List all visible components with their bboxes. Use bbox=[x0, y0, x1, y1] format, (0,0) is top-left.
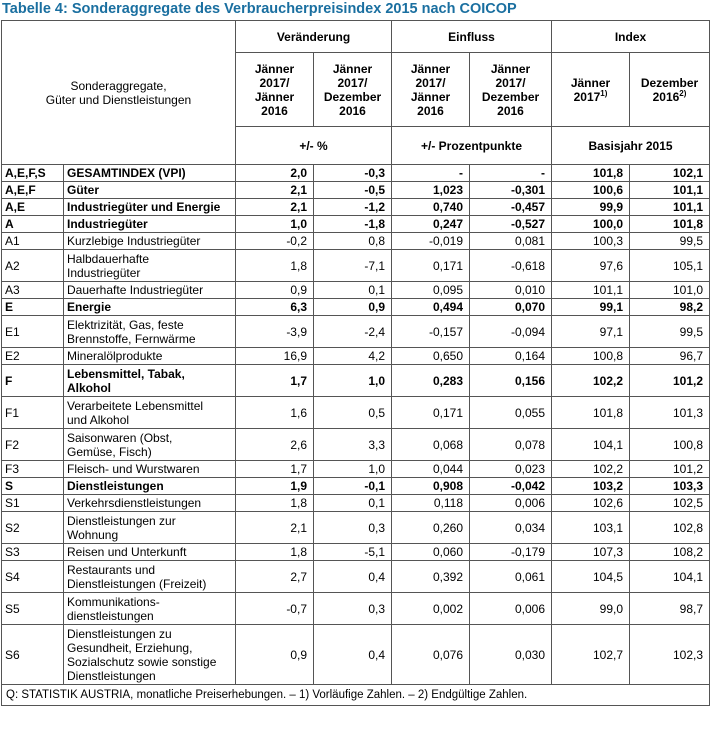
cell-e1: 0,068 bbox=[392, 429, 470, 461]
row-label: GESAMTINDEX (VPI) bbox=[64, 165, 236, 182]
row-code: F1 bbox=[2, 397, 64, 429]
cell-v1: 1,7 bbox=[236, 461, 314, 478]
row-code: S bbox=[2, 478, 64, 495]
data-table bbox=[1, 20, 710, 706]
table-row bbox=[2, 233, 710, 250]
subhead-e2: Jänner 2017/ Dezember 2016 bbox=[470, 53, 552, 127]
cell-v1: 2,1 bbox=[236, 182, 314, 199]
cell-e2: -0,527 bbox=[470, 216, 552, 233]
cell-e2: 0,156 bbox=[470, 365, 552, 397]
subhead-i2-sup: 2) bbox=[679, 88, 687, 98]
table-row bbox=[2, 250, 710, 282]
cell-i1: 99,1 bbox=[552, 299, 630, 316]
cell-e1: 0,283 bbox=[392, 365, 470, 397]
subhead-i1 bbox=[552, 53, 630, 127]
cell-v2: -0,1 bbox=[314, 478, 392, 495]
row-code: A3 bbox=[2, 282, 64, 299]
cell-i1: 103,2 bbox=[552, 478, 630, 495]
table-body bbox=[2, 165, 710, 685]
cell-i1: 99,9 bbox=[552, 199, 630, 216]
group-header-veraenderung: Veränderung bbox=[236, 21, 392, 53]
cell-v2: -1,8 bbox=[314, 216, 392, 233]
cell-i1: 101,8 bbox=[552, 397, 630, 429]
unit-einfluss: +/- Prozentpunkte bbox=[392, 127, 552, 165]
row-label: Saisonwaren (Obst, Gemüse, Fisch) bbox=[64, 429, 236, 461]
cell-v1: -3,9 bbox=[236, 316, 314, 348]
cell-i1: 97,1 bbox=[552, 316, 630, 348]
row-label: Mineralölprodukte bbox=[64, 348, 236, 365]
row-code: F3 bbox=[2, 461, 64, 478]
cell-e1: 0,076 bbox=[392, 625, 470, 685]
cell-v1: 1,0 bbox=[236, 216, 314, 233]
row-code: A bbox=[2, 216, 64, 233]
cell-v1: 0,9 bbox=[236, 282, 314, 299]
cell-i1: 100,3 bbox=[552, 233, 630, 250]
row-label: Energie bbox=[64, 299, 236, 316]
cell-v2: -0,5 bbox=[314, 182, 392, 199]
cell-i2: 102,3 bbox=[630, 625, 710, 685]
cell-i2: 101,1 bbox=[630, 182, 710, 199]
row-label: Dauerhafte Industriegüter bbox=[64, 282, 236, 299]
cell-i2: 102,5 bbox=[630, 495, 710, 512]
cell-e2: 0,164 bbox=[470, 348, 552, 365]
cell-e1: 0,095 bbox=[392, 282, 470, 299]
cell-e1: 0,002 bbox=[392, 593, 470, 625]
cell-i2: 104,1 bbox=[630, 561, 710, 593]
cell-e2: -0,618 bbox=[470, 250, 552, 282]
subhead-e1: Jänner 2017/ Jänner 2016 bbox=[392, 53, 470, 127]
cell-v1: 1,6 bbox=[236, 397, 314, 429]
row-code: E1 bbox=[2, 316, 64, 348]
cell-e2: 0,034 bbox=[470, 512, 552, 544]
row-code: S5 bbox=[2, 593, 64, 625]
row-label: Kurzlebige Industriegüter bbox=[64, 233, 236, 250]
table-row bbox=[2, 182, 710, 199]
cell-v1: 2,0 bbox=[236, 165, 314, 182]
table-row bbox=[2, 561, 710, 593]
row-code: F2 bbox=[2, 429, 64, 461]
cell-i1: 102,2 bbox=[552, 365, 630, 397]
cell-i1: 97,6 bbox=[552, 250, 630, 282]
cell-v2: -0,3 bbox=[314, 165, 392, 182]
row-code: S6 bbox=[2, 625, 64, 685]
cell-v2: 0,5 bbox=[314, 397, 392, 429]
unit-index: Basisjahr 2015 bbox=[552, 127, 710, 165]
cell-e2: 0,061 bbox=[470, 561, 552, 593]
cell-v1: 1,7 bbox=[236, 365, 314, 397]
cell-v1: 1,8 bbox=[236, 544, 314, 561]
table-row bbox=[2, 397, 710, 429]
cell-i1: 99,0 bbox=[552, 593, 630, 625]
cell-e2: -0,301 bbox=[470, 182, 552, 199]
cell-e2: 0,006 bbox=[470, 593, 552, 625]
cell-i1: 103,1 bbox=[552, 512, 630, 544]
row-code: E bbox=[2, 299, 64, 316]
cell-e1: 0,260 bbox=[392, 512, 470, 544]
cell-i2: 103,3 bbox=[630, 478, 710, 495]
cell-v2: 1,0 bbox=[314, 365, 392, 397]
footnote: Q: STATISTIK AUSTRIA, monatliche Preiserhebungen. – 1) Vorläufige Zahlen. – 2) Endgültige Zahlen. bbox=[2, 685, 710, 706]
table-row bbox=[2, 316, 710, 348]
cell-v1: 16,9 bbox=[236, 348, 314, 365]
cell-e1: 0,740 bbox=[392, 199, 470, 216]
row-label: Güter bbox=[64, 182, 236, 199]
row-code: S2 bbox=[2, 512, 64, 544]
cell-v1: 1,8 bbox=[236, 250, 314, 282]
cell-e1: 1,023 bbox=[392, 182, 470, 199]
row-code: A2 bbox=[2, 250, 64, 282]
cell-v2: 0,8 bbox=[314, 233, 392, 250]
table-row bbox=[2, 593, 710, 625]
cell-e1: 0,494 bbox=[392, 299, 470, 316]
row-label: Verarbeitete Lebensmittel und Alkohol bbox=[64, 397, 236, 429]
table-row bbox=[2, 512, 710, 544]
cell-e1: 0,650 bbox=[392, 348, 470, 365]
cell-i2: 99,5 bbox=[630, 316, 710, 348]
cell-i1: 100,6 bbox=[552, 182, 630, 199]
table-row bbox=[2, 365, 710, 397]
table-row bbox=[2, 625, 710, 685]
cell-v2: 0,1 bbox=[314, 282, 392, 299]
cell-e2: 0,078 bbox=[470, 429, 552, 461]
cell-i2: 101,0 bbox=[630, 282, 710, 299]
cell-v2: 0,4 bbox=[314, 561, 392, 593]
cell-i2: 99,5 bbox=[630, 233, 710, 250]
cell-i1: 101,1 bbox=[552, 282, 630, 299]
cell-i1: 102,7 bbox=[552, 625, 630, 685]
cell-v2: -2,4 bbox=[314, 316, 392, 348]
row-code: A,E,F,S bbox=[2, 165, 64, 182]
cell-v1: -0,7 bbox=[236, 593, 314, 625]
cell-v2: 4,2 bbox=[314, 348, 392, 365]
row-label: Elektrizität, Gas, feste Brennstoffe, Fernwärme bbox=[64, 316, 236, 348]
cell-e2: -0,179 bbox=[470, 544, 552, 561]
table-row bbox=[2, 299, 710, 316]
subhead-i2-text: Dezember 2016 bbox=[640, 75, 699, 104]
table-row bbox=[2, 495, 710, 512]
subhead-v1: Jänner 2017/ Jänner 2016 bbox=[236, 53, 314, 127]
cell-i1: 102,6 bbox=[552, 495, 630, 512]
row-label: Dienstleistungen zur Wohnung bbox=[64, 512, 236, 544]
row-code: S1 bbox=[2, 495, 64, 512]
row-code: A1 bbox=[2, 233, 64, 250]
subhead-i1-sup: 1) bbox=[600, 88, 608, 98]
cell-i1: 104,5 bbox=[552, 561, 630, 593]
row-code: S3 bbox=[2, 544, 64, 561]
cell-e1: 0,044 bbox=[392, 461, 470, 478]
row-code: F bbox=[2, 365, 64, 397]
row-label: Dienstleistungen zu Gesundheit, Erziehung, Sozialschutz sowie sonstige Dienstleistungen bbox=[64, 625, 236, 685]
cell-v2: 0,4 bbox=[314, 625, 392, 685]
cell-v2: -7,1 bbox=[314, 250, 392, 282]
cell-i2: 102,8 bbox=[630, 512, 710, 544]
cell-e2: -0,094 bbox=[470, 316, 552, 348]
cell-i2: 101,2 bbox=[630, 365, 710, 397]
table-row bbox=[2, 478, 710, 495]
cell-v2: 0,3 bbox=[314, 593, 392, 625]
row-code: A,E,F bbox=[2, 182, 64, 199]
cell-i2: 98,7 bbox=[630, 593, 710, 625]
row-label: Kommunikations- dienstleistungen bbox=[64, 593, 236, 625]
cell-i2: 105,1 bbox=[630, 250, 710, 282]
cell-e2: 0,010 bbox=[470, 282, 552, 299]
cell-i2: 102,1 bbox=[630, 165, 710, 182]
cell-v2: 3,3 bbox=[314, 429, 392, 461]
group-header-index: Index bbox=[552, 21, 710, 53]
cell-v2: 0,3 bbox=[314, 512, 392, 544]
row-label: Lebensmittel, Tabak, Alkohol bbox=[64, 365, 236, 397]
row-code: E2 bbox=[2, 348, 64, 365]
cell-i1: 107,3 bbox=[552, 544, 630, 561]
cell-v1: 2,1 bbox=[236, 199, 314, 216]
cell-e1: 0,908 bbox=[392, 478, 470, 495]
row-code: S4 bbox=[2, 561, 64, 593]
cell-i2: 100,8 bbox=[630, 429, 710, 461]
cell-i1: 100,0 bbox=[552, 216, 630, 233]
table-row bbox=[2, 544, 710, 561]
cell-e2: - bbox=[470, 165, 552, 182]
cell-i1: 104,1 bbox=[552, 429, 630, 461]
cell-i2: 101,2 bbox=[630, 461, 710, 478]
group-header-einfluss: Einfluss bbox=[392, 21, 552, 53]
cell-e2: 0,023 bbox=[470, 461, 552, 478]
cell-e2: -0,042 bbox=[470, 478, 552, 495]
cell-e1: - bbox=[392, 165, 470, 182]
unit-veraenderung: +/- % bbox=[236, 127, 392, 165]
row-label: Restaurants und Dienstleistungen (Freizeit) bbox=[64, 561, 236, 593]
cell-e1: 0,171 bbox=[392, 250, 470, 282]
cell-i2: 96,7 bbox=[630, 348, 710, 365]
cell-e1: 0,247 bbox=[392, 216, 470, 233]
cell-e2: 0,055 bbox=[470, 397, 552, 429]
cell-i2: 101,1 bbox=[630, 199, 710, 216]
cell-e2: 0,070 bbox=[470, 299, 552, 316]
cell-v1: 1,8 bbox=[236, 495, 314, 512]
table-row bbox=[2, 199, 710, 216]
row-label: Dienstleistungen bbox=[64, 478, 236, 495]
table-row bbox=[2, 348, 710, 365]
row-label: Fleisch- und Wurstwaren bbox=[64, 461, 236, 478]
table-row bbox=[2, 165, 710, 182]
cell-i2: 98,2 bbox=[630, 299, 710, 316]
table-row bbox=[2, 461, 710, 478]
cell-v1: 1,9 bbox=[236, 478, 314, 495]
cell-i2: 101,3 bbox=[630, 397, 710, 429]
row-label: Verkehrsdienstleistungen bbox=[64, 495, 236, 512]
cell-e1: 0,060 bbox=[392, 544, 470, 561]
cell-v2: -1,2 bbox=[314, 199, 392, 216]
cell-v1: 2,1 bbox=[236, 512, 314, 544]
cell-v1: 2,6 bbox=[236, 429, 314, 461]
cell-e1: -0,157 bbox=[392, 316, 470, 348]
row-code: A,E bbox=[2, 199, 64, 216]
cell-v2: 0,1 bbox=[314, 495, 392, 512]
table-title: Tabelle 4: Sonderaggregate des Verbraucherpreisindex 2015 nach COICOP bbox=[2, 1, 517, 17]
row-label: Industriegüter bbox=[64, 216, 236, 233]
cell-e2: 0,006 bbox=[470, 495, 552, 512]
cell-e1: -0,019 bbox=[392, 233, 470, 250]
cell-v2: 1,0 bbox=[314, 461, 392, 478]
cell-e2: -0,457 bbox=[470, 199, 552, 216]
table-row bbox=[2, 429, 710, 461]
row-label: Reisen und Unterkunft bbox=[64, 544, 236, 561]
cell-e2: 0,081 bbox=[470, 233, 552, 250]
cell-v2: -5,1 bbox=[314, 544, 392, 561]
cell-v1: 2,7 bbox=[236, 561, 314, 593]
cell-i2: 108,2 bbox=[630, 544, 710, 561]
cell-e1: 0,392 bbox=[392, 561, 470, 593]
subhead-i1-text: Jänner 2017 bbox=[570, 75, 611, 104]
cell-i2: 101,8 bbox=[630, 216, 710, 233]
cell-i1: 101,8 bbox=[552, 165, 630, 182]
table-row bbox=[2, 282, 710, 299]
row-label: Halbdauerhafte Industriegüter bbox=[64, 250, 236, 282]
cell-v2: 0,9 bbox=[314, 299, 392, 316]
cell-i1: 102,2 bbox=[552, 461, 630, 478]
subhead-i2 bbox=[630, 53, 710, 127]
row-label: Industriegüter und Energie bbox=[64, 199, 236, 216]
cell-i1: 100,8 bbox=[552, 348, 630, 365]
cell-e1: 0,171 bbox=[392, 397, 470, 429]
cell-e1: 0,118 bbox=[392, 495, 470, 512]
table-row bbox=[2, 216, 710, 233]
cell-v1: 0,9 bbox=[236, 625, 314, 685]
cell-v1: -0,2 bbox=[236, 233, 314, 250]
cell-e2: 0,030 bbox=[470, 625, 552, 685]
subhead-v2: Jänner 2017/ Dezember 2016 bbox=[314, 53, 392, 127]
cell-v1: 6,3 bbox=[236, 299, 314, 316]
row-label-header: Sonderaggregate, Güter und Dienstleistungen bbox=[2, 21, 236, 165]
